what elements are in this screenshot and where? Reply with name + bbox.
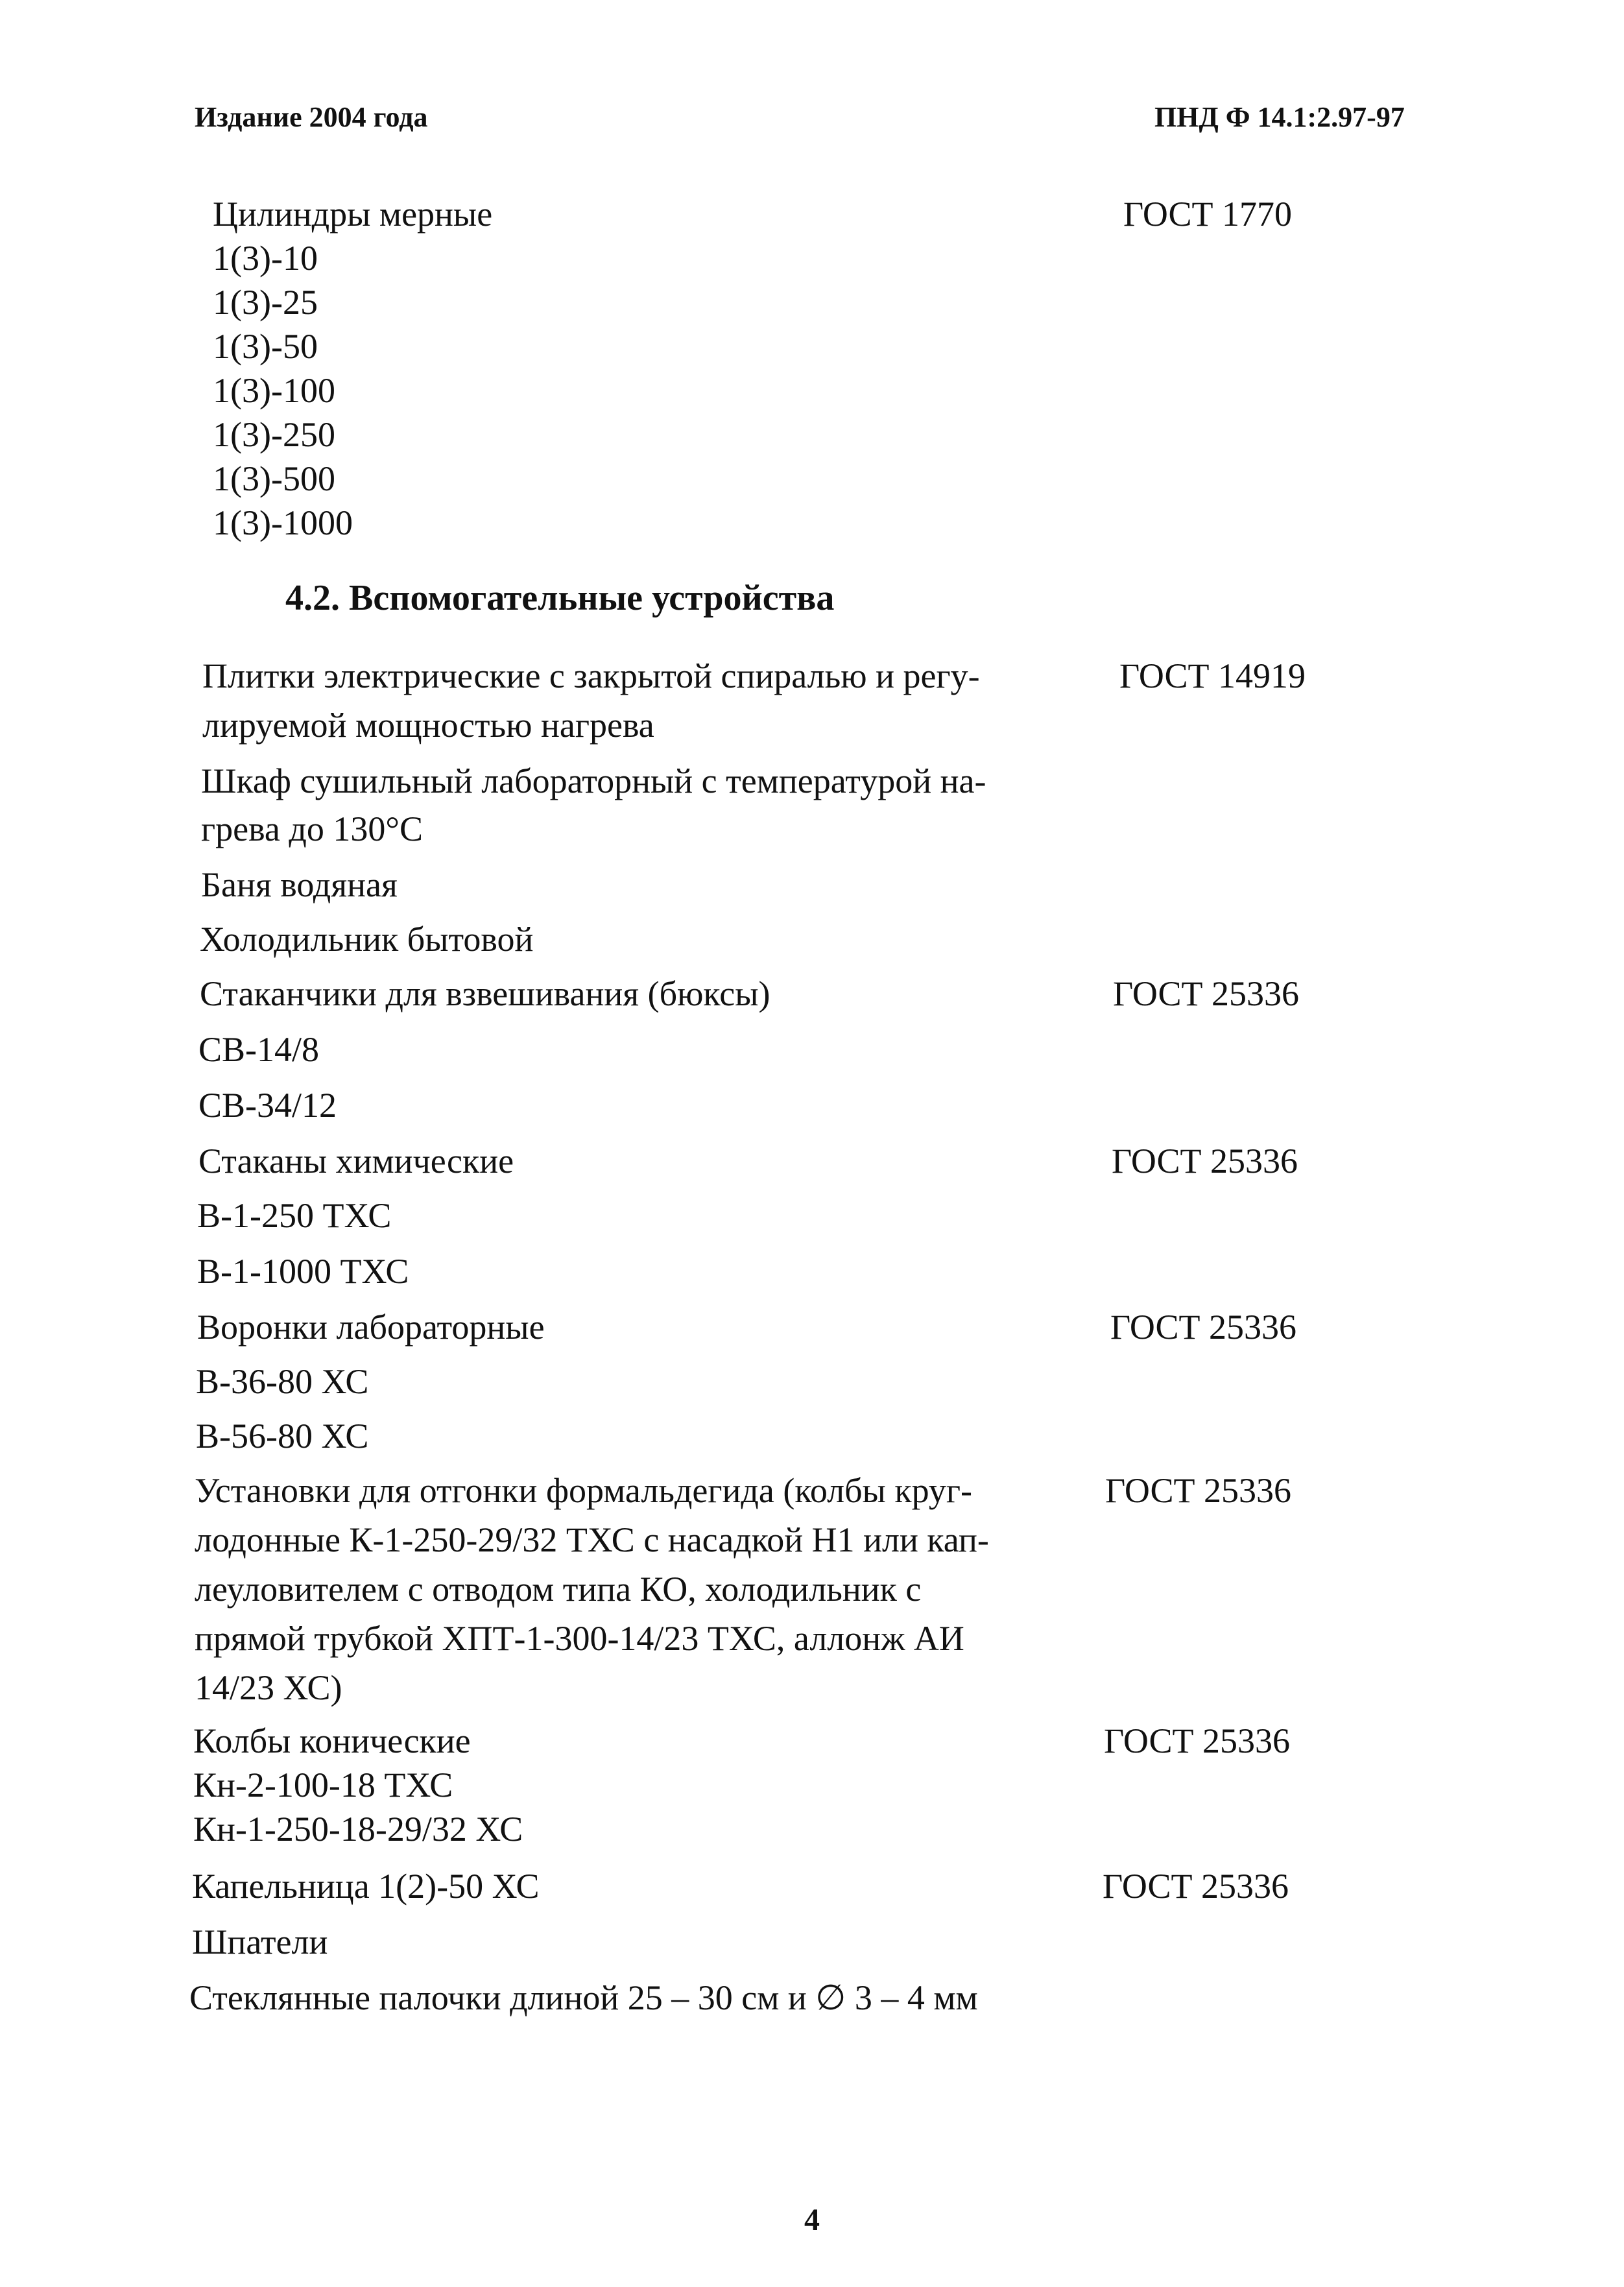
weighing-cups-title: Стаканчики для взвешивания (бюксы) — [200, 974, 770, 1013]
edition-header: Издание 2004 года — [195, 101, 428, 133]
weighing-cups-standard: ГОСТ 25336 — [1113, 974, 1300, 1013]
distillation-standard: ГОСТ 25336 — [1105, 1471, 1292, 1510]
cylinder-item: 1(3)-25 — [213, 283, 318, 322]
oven-line-2: грева до 130°С — [201, 809, 423, 848]
hotplates-standard: ГОСТ 14919 — [1119, 656, 1306, 695]
cylinder-item: 1(3)-500 — [213, 459, 335, 498]
page-number: 4 — [804, 2203, 820, 2237]
distillation-line-4: прямой трубкой ХПТ-1-300-14/23 ТХС, аллонж АИ — [195, 1619, 964, 1658]
beaker-item: В-1-1000 ТХС — [197, 1252, 409, 1291]
conical-flasks-standard: ГОСТ 25336 — [1104, 1721, 1291, 1760]
weighing-cup-item: СВ-34/12 — [198, 1086, 337, 1125]
cylinder-item: 1(3)-250 — [213, 415, 335, 454]
water-bath: Баня водяная — [201, 865, 398, 904]
cylinder-item: 1(3)-1000 — [213, 503, 353, 542]
hotplates-line-1: Плитки электрические с закрытой спиралью и регу- — [202, 656, 980, 695]
beakers-title: Стаканы химические — [198, 1142, 514, 1180]
hotplates-line-2: лируемой мощностью нагрева — [202, 706, 654, 745]
distillation-line-2: лодонные К-1-250-29/32 ТХС с насадкой Н1 или кап- — [195, 1520, 989, 1559]
cylinder-item: 1(3)-50 — [213, 327, 318, 366]
fridge: Холодильник бытовой — [200, 920, 534, 959]
cylinders-title: Цилиндры мерные — [213, 195, 493, 233]
cylinder-item: 1(3)-10 — [213, 239, 318, 278]
spatulas: Шпатели — [192, 1922, 328, 1961]
funnel-item: В-56-80 ХС — [196, 1417, 369, 1455]
distillation-line-5: 14/23 ХС) — [195, 1668, 342, 1707]
oven-line-1: Шкаф сушильный лабораторный с температурой на- — [201, 761, 986, 800]
distillation-line-3: леуловителем с отводом типа КО, холодильник с — [195, 1570, 922, 1609]
dropper-standard: ГОСТ 25336 — [1103, 1867, 1289, 1906]
funnels-standard: ГОСТ 25336 — [1110, 1308, 1297, 1347]
conical-flasks-title: Колбы конические — [193, 1721, 471, 1760]
funnel-item: В-36-80 ХС — [196, 1362, 369, 1401]
cylinders-standard: ГОСТ 1770 — [1123, 195, 1293, 233]
beakers-standard: ГОСТ 25336 — [1112, 1142, 1298, 1180]
weighing-cup-item: СВ-14/8 — [198, 1030, 320, 1069]
funnels-title: Воронки лабораторные — [197, 1308, 545, 1347]
dropper-title: Капельница 1(2)-50 ХС — [192, 1867, 540, 1906]
glass-rods: Стеклянные палочки длиной 25 – 30 см и ∅ 3 – 4 мм — [189, 1978, 978, 2017]
distillation-line-1: Установки для отгонки формальдегида (колбы круг- — [195, 1471, 972, 1510]
doc-code-header: ПНД Ф 14.1:2.97-97 — [1154, 101, 1405, 133]
cylinder-item: 1(3)-100 — [213, 371, 335, 410]
conical-flask-item: Кн-2-100-18 ТХС — [193, 1766, 453, 1804]
conical-flask-item: Кн-1-250-18-29/32 ХС — [193, 1810, 523, 1849]
section-heading: 4.2. Вспомогательные устройства — [285, 578, 835, 618]
beaker-item: В-1-250 ТХС — [197, 1196, 392, 1235]
